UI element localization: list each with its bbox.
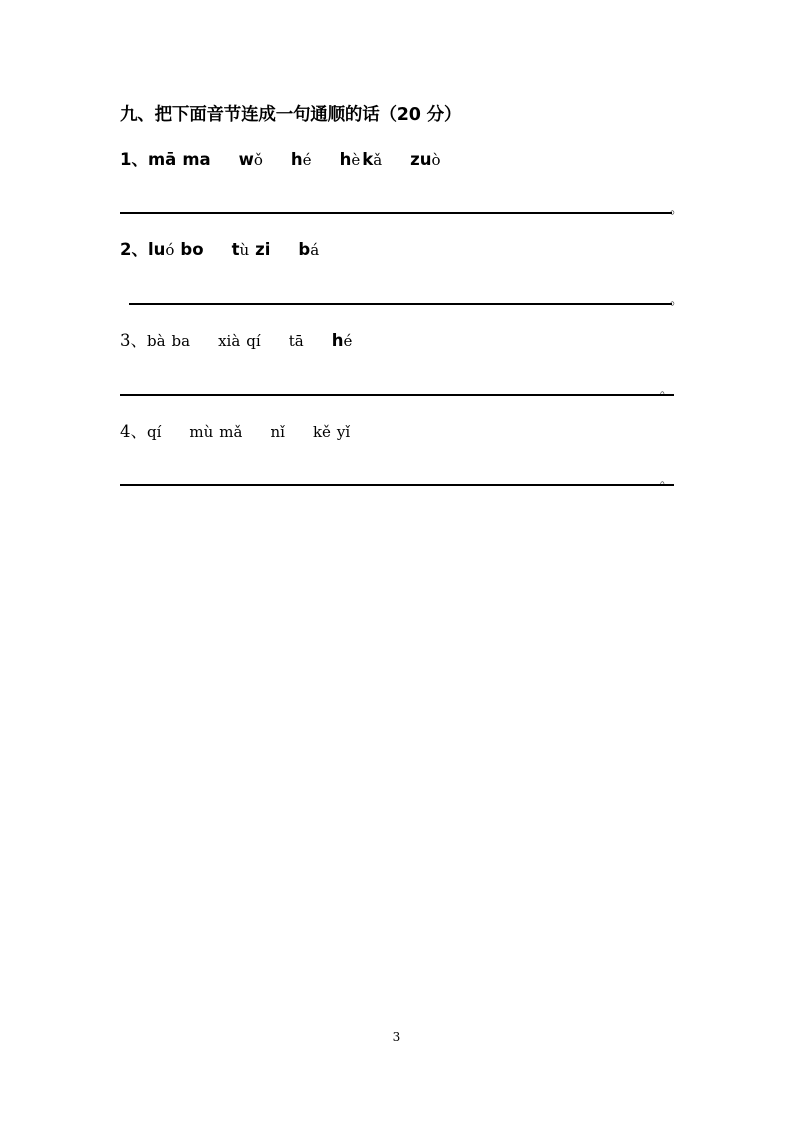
answer-line-4[interactable] [120,484,674,486]
question-1 [120,150,447,170]
answer-line-2[interactable] [129,303,672,305]
period-mark: 。 [660,473,674,488]
syllable: mā [147,150,177,169]
syllable: hé [331,331,353,350]
page-number: 3 [392,1030,401,1044]
syllable: zuò [410,150,441,169]
syllable: luó [147,240,175,259]
question-number: 3、 [120,331,147,350]
syllable: tù [231,240,250,259]
syllable: hè [339,150,361,169]
syllable: mǎ [219,423,243,441]
question-3 [120,331,358,351]
syllable: ma [182,150,211,169]
syllable: bá [298,240,320,259]
syllable: tā [288,332,304,350]
question-number: 2、 [120,240,148,259]
question-number: 1、 [120,150,148,169]
question-4 [120,422,356,442]
syllable: xià [218,332,241,350]
period-mark: 。 [670,293,684,308]
syllable: wǒ [238,150,263,169]
syllable: qí [147,423,162,441]
syllable: qí [246,332,261,350]
syllable: zi [255,240,271,259]
answer-line-3[interactable] [120,394,674,396]
syllable: mù [189,423,214,441]
syllable: bo [180,240,204,259]
question-number: 4、 [120,422,147,441]
answer-line-1[interactable] [120,212,672,214]
syllable: bà [147,332,166,350]
question-2 [120,240,325,260]
syllable: kě [312,423,331,441]
period-mark: 。 [670,202,684,217]
syllable: hé [290,150,312,169]
syllable: kǎ [362,150,383,169]
period-mark: 。 [660,383,674,398]
section-heading: 九、把下面音节连成一句通顺的话（20 分） [120,105,462,125]
syllable: nǐ [270,423,285,441]
syllable: yǐ [336,423,351,441]
syllable: ba [171,332,191,350]
